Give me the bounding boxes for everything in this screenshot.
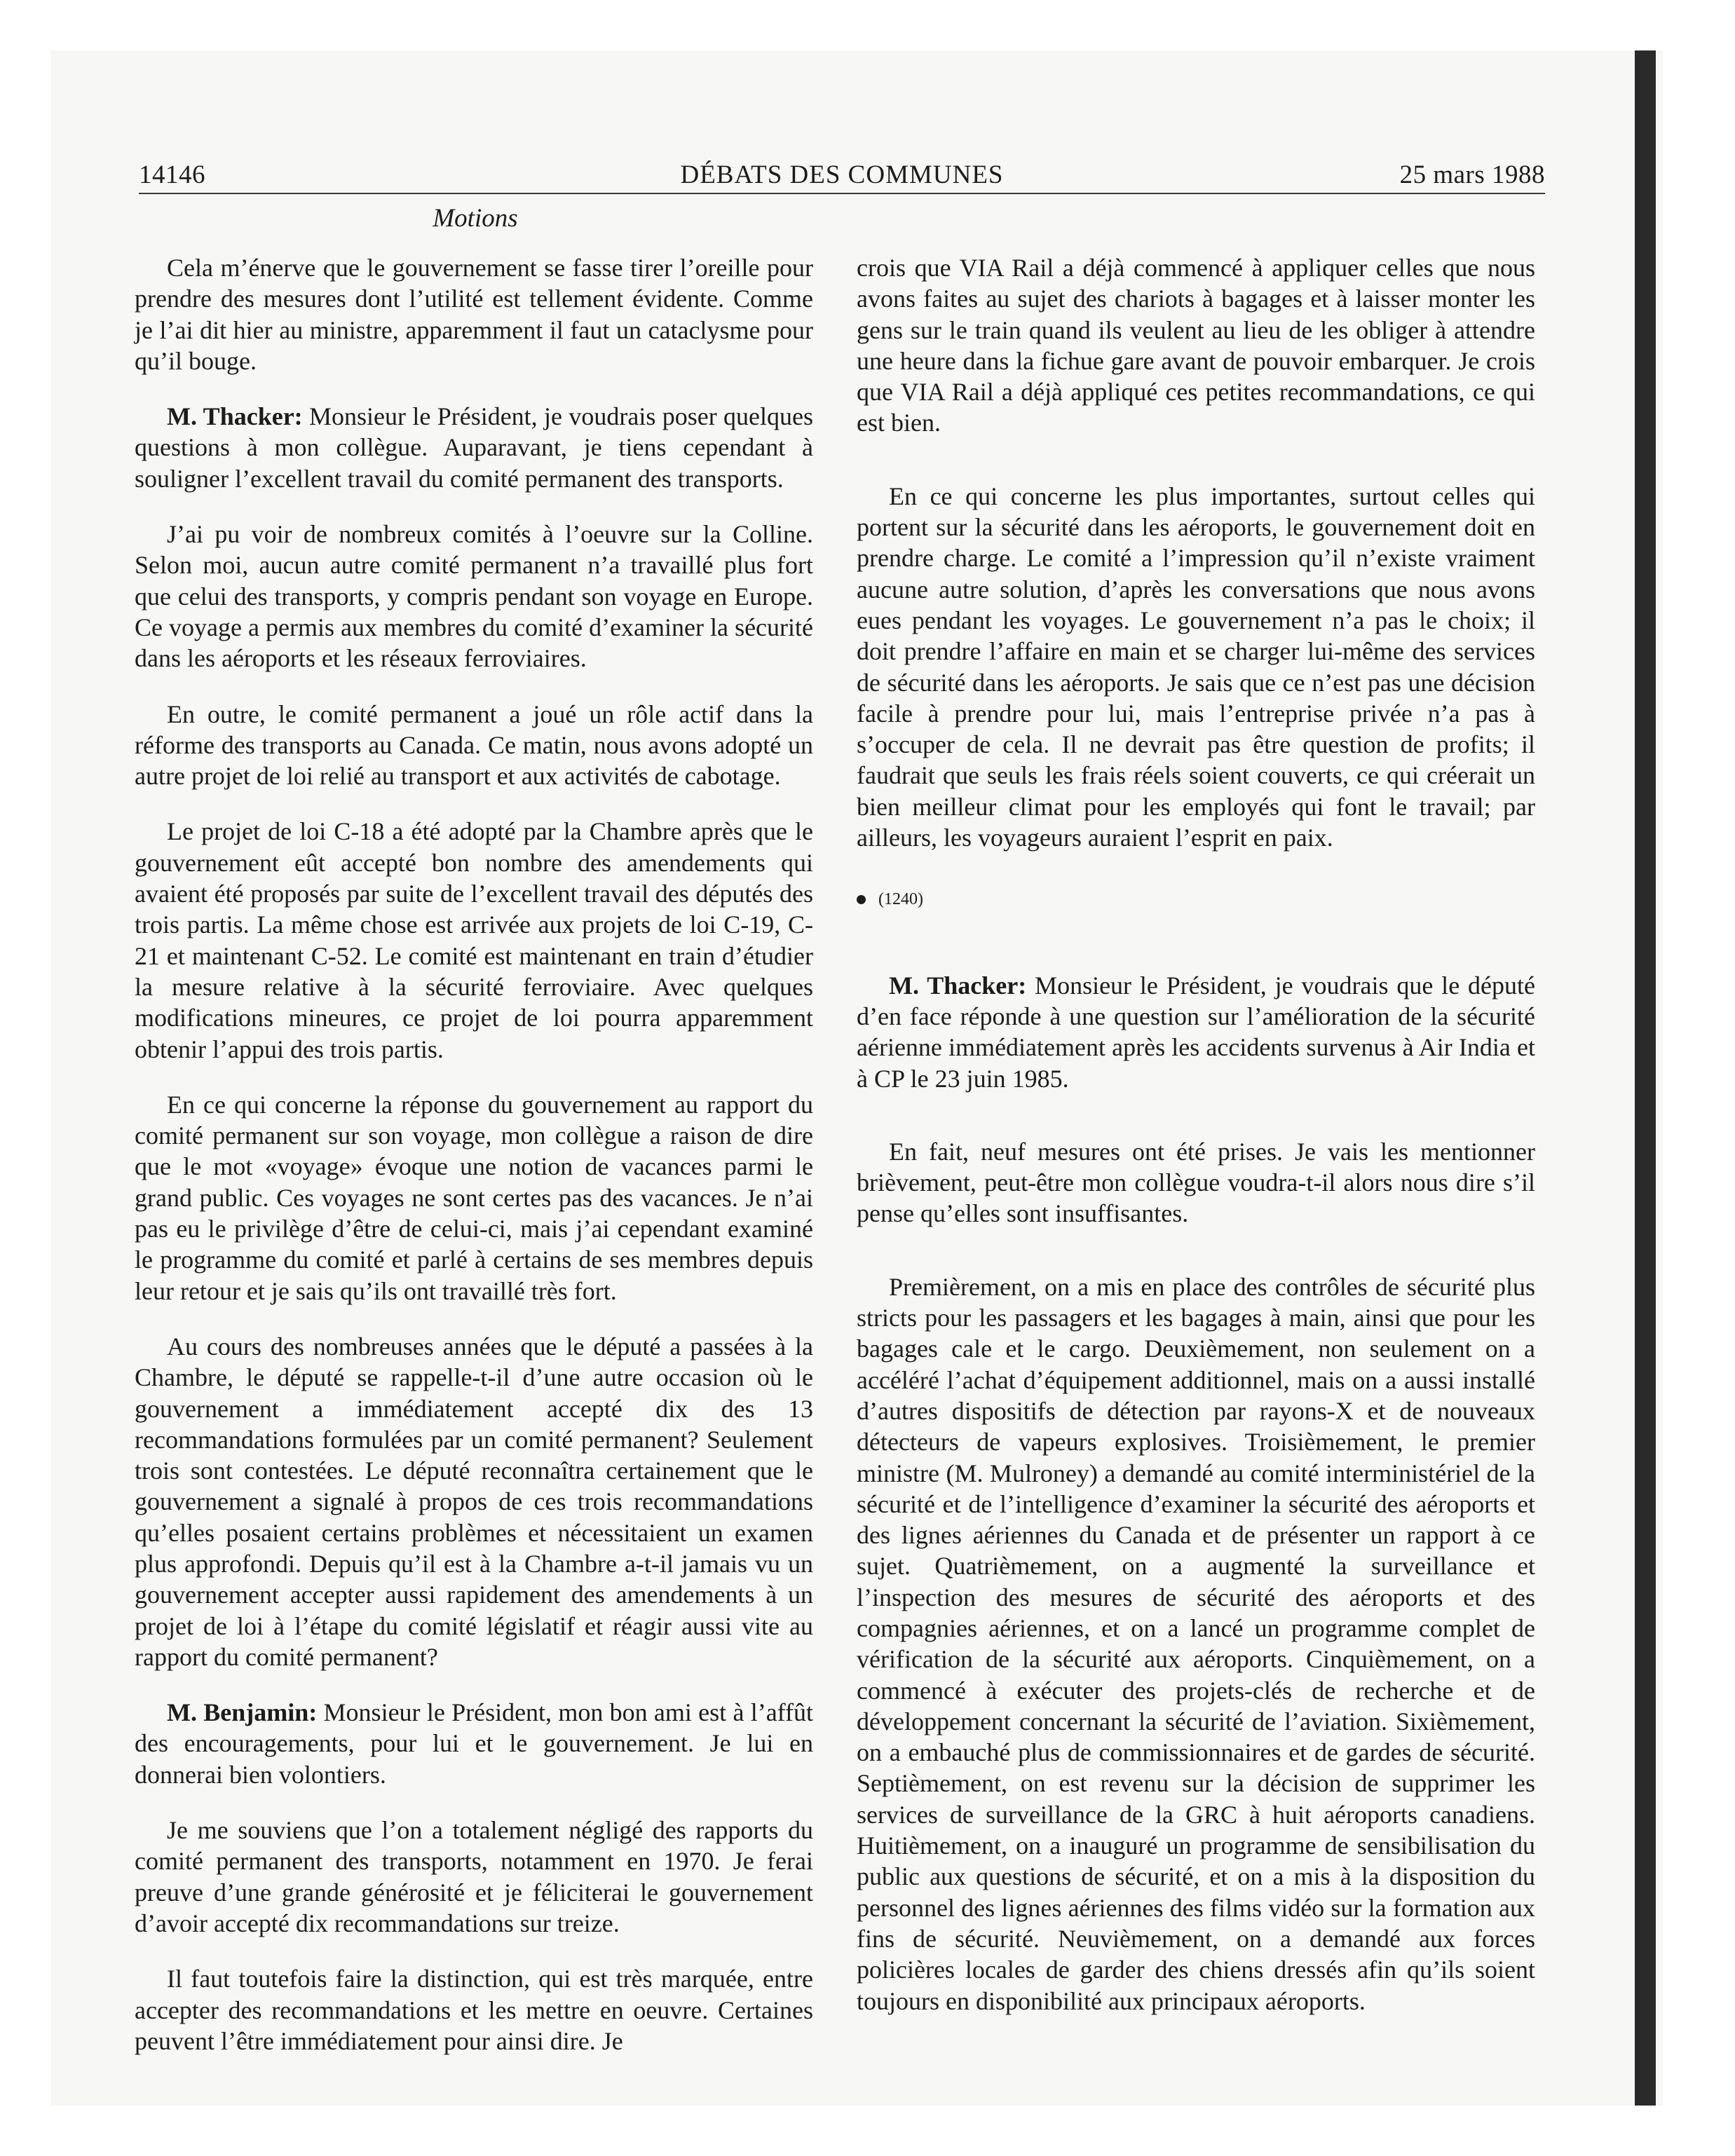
right-column	[857, 252, 1535, 2041]
page-date: 25 mars 1988	[1399, 161, 1545, 189]
time-marker	[857, 884, 1535, 915]
speaker-name: M. Benjamin:	[167, 1698, 318, 1727]
publication-title: DÉBATS DES COMMUNES	[680, 161, 1004, 189]
speech-text: Monsieur le Président, je voudrais que le député d’en face réponde à une question sur l’amélioration de la sécurité aérienne immédiatement après les accidents survenus à Air India et à CP le 23 juin 1985.	[857, 971, 1535, 1093]
paragraph: Premièrement, on a mis en place des contrôles de sécurité plus stricts pour les passagers et les bagages à main, ainsi que pour les bagages cale et le cargo. Deuxièmement, non seulement on a accéléré l’achat d’équipement additionnel, mais on a aussi installé d’autres dispositifs de détection par rayons-X et de nouveaux détecteurs de vapeurs explosives. Troisièmement, le premier ministre (M. Mulroney) a demandé au comité interministériel de la sécurité et de l’intelligence d’examiner la sécurité des aéroports et des lignes aériennes du Canada et de présenter un rapport à ce sujet. Quatrièmement, on a augmenté la surveillance et l’inspection des mesures de sécurité des aéroports et des compagnies aériennes, et on a lancé un programme complet de vérification de la sécurité aux aéroports. Cinquièmement, on a commencé à exécuter des projets-clés de recherche et de développement concernant la sécurité de l’aviation. Sixièmement, on a embauché plus de commissionnaires et de gardes de sécurité. Septièmement, on est revenu sur la décision de supprimer les services de surveillance de la GRC à huit aéroports canadiens. Huitièmement, on a inauguré un programme de sensibilisation du public aux questions de sécurité, et on a mis à la disposition du personnel des lignes aériennes des films vidéo sur la formation aux fins de sécurité. Neuvièmement, on a demandé aux forces policières locales de garder des chiens dressés afin qu’ils soient toujours en disponibilité aux principaux aéroports.	[857, 1272, 1535, 2015]
paragraph: Il faut toutefois faire la distinction, qui est très marquée, entre accepter des recommandations et les mettre en oeuvre. Certaines peuvent l’être immédiatement pour ainsi dire. Je	[135, 1965, 813, 2055]
paragraph: Je me souviens que l’on a totalement négligé des rapports du comité permanent des transports, notamment en 1970. Je ferai preuve d’une grande générosité et je féliciterai le gouvernement d’avoir accepté dix recommandations sur treize.	[135, 1816, 813, 1937]
speaker-name: M. Thacker:	[889, 971, 1027, 999]
paragraph	[135, 1697, 813, 1790]
paragraph: J’ai pu voir de nombreux comités à l’oeuvre sur la Colline. Selon moi, aucun autre comité permanent n’a travaillé plus fort que celui des transports, y compris pendant son voyage en Europe. Ce voyage a permis aux membres du comité d’examiner la sécurité dans les aéroports et les réseaux ferroviaires.	[135, 520, 813, 673]
bullet-icon	[857, 895, 866, 904]
header-rule	[139, 193, 1545, 194]
paragraph: En ce qui concerne les plus importantes, surtout celles qui portent sur la sécurité dans les aéroports, le gouvernement doit en prendre charge. Le comité a l’impression qu’il n’existe vraiment aucune autre solution, d’après les conversations que nous avons eues pendant les voyages. Le gouvernement n’a pas le choix; il doit prendre l’affaire en main et se charger lui-même des services de sécurité dans les aéroports. Je sais que ce n’est pas une décision facile à prendre pour lui, mais l’entreprise privée n’a pas à s’occuper de cela. Il ne devrait pas être question de profits; il faudrait que seuls les frais réels soient couverts, ce qui créerait un bien meilleur climat pour les employés qui font le travail; par ailleurs, les voyageurs auraient l’esprit en paix.	[857, 482, 1535, 852]
paragraph: crois que VIA Rail a déjà commencé à appliquer celles que nous avons faites au sujet des chariots à bagages et à laisser monter les gens sur le train quand ils veulent au lieu de les obliger à attendre une heure dans la fichue gare avant de pouvoir embarquer. Je crois que VIA Rail a déjà appliqué ces petites recommandations, ce qui est bien.	[857, 254, 1535, 437]
page-header	[139, 153, 1545, 193]
page-number: 14146	[139, 161, 205, 189]
paragraph: En fait, neuf mesures ont été prises. Je vais les mentionner brièvement, peut-être mon collègue voudra-t-il alors nous dire s’il pense qu’elles sont insuffisantes.	[857, 1137, 1535, 1228]
paragraph: En outre, le comité permanent a joué un rôle actif dans la réforme des transports au Canada. Ce matin, nous avons adopté un autre projet de loi relié au transport et aux activités de cabotage.	[135, 700, 813, 791]
paragraph: Le projet de loi C-18 a été adopté par la Chambre après que le gouvernement eût accepté bon nombre des amendements qui avaient été proposés par suite de l’excellent travail des députés des trois partis. La même chose est arrivée aux projets de loi C-19, C-21 et maintenant C-52. Le comité est maintenant en train d’étudier la mesure relative à la sécurité ferroviaire. Avec quelques modifications mineures, ce projet de loi pourra apparemment obtenir l’appui des trois partis.	[135, 817, 813, 1063]
paragraph	[135, 401, 813, 494]
paragraph: Au cours des nombreuses années que le député a passées à la Chambre, le député se rappelle-t-il d’une autre occasion où le gouvernement a immédiatement accepté dix des 13 recommandations formulées par un comité permanent? Seulement trois sont contestées. Le député reconnaîtra certainement que le gouvernement a signalé à propos de ces trois recommandations qu’elles posaient certains problèmes et nécessitaient un examen plus approfondi. Depuis qu’il est à la Chambre a-t-il jamais vu un gouvernement accepter aussi rapidement des amendements à un projet de loi à l’étape du comité législatif et réagir aussi vite au rapport du comité permanent?	[135, 1332, 813, 1671]
scan-edge-bar	[1635, 50, 1656, 2106]
speech-text: Monsieur le Président, mon bon ami est à l’affût des encouragements, pour lui et le gouvernement. Je lui en donnerai bien volontiers.	[135, 1698, 813, 1789]
speech-text: Monsieur le Président, je voudrais poser quelques questions à mon collègue. Auparavant, je tiens cependant à souligner l’excellent travail du comité permanent des transports.	[135, 402, 813, 493]
speaker-name: M. Thacker:	[167, 402, 303, 431]
time-marker-text: (1240)	[878, 890, 923, 909]
paragraph	[857, 970, 1535, 1094]
left-column	[135, 252, 813, 2081]
section-title: Motions	[433, 204, 518, 233]
paragraph: En ce qui concerne la réponse du gouvernement au rapport du comité permanent sur son voyage, mon collègue a raison de dire que le mot «voyage» évoque une notion de vacances parmi le grand public. Ces voyages ne sont certes pas des vacances. Je n’ai pas eu le privilège d’être de celui-ci, mais j’ai cependant examiné le programme du comité et parlé à certains de ses membres depuis leur retour et je sais qu’ils ont travaillé très fort.	[135, 1090, 813, 1305]
paragraph: Cela m’énerve que le gouvernement se fasse tirer l’oreille pour prendre des mesures dont l’utilité est tellement évidente. Comme je l’ai dit hier au ministre, apparemment il faut un cataclysme pour qu’il bouge.	[135, 254, 813, 375]
